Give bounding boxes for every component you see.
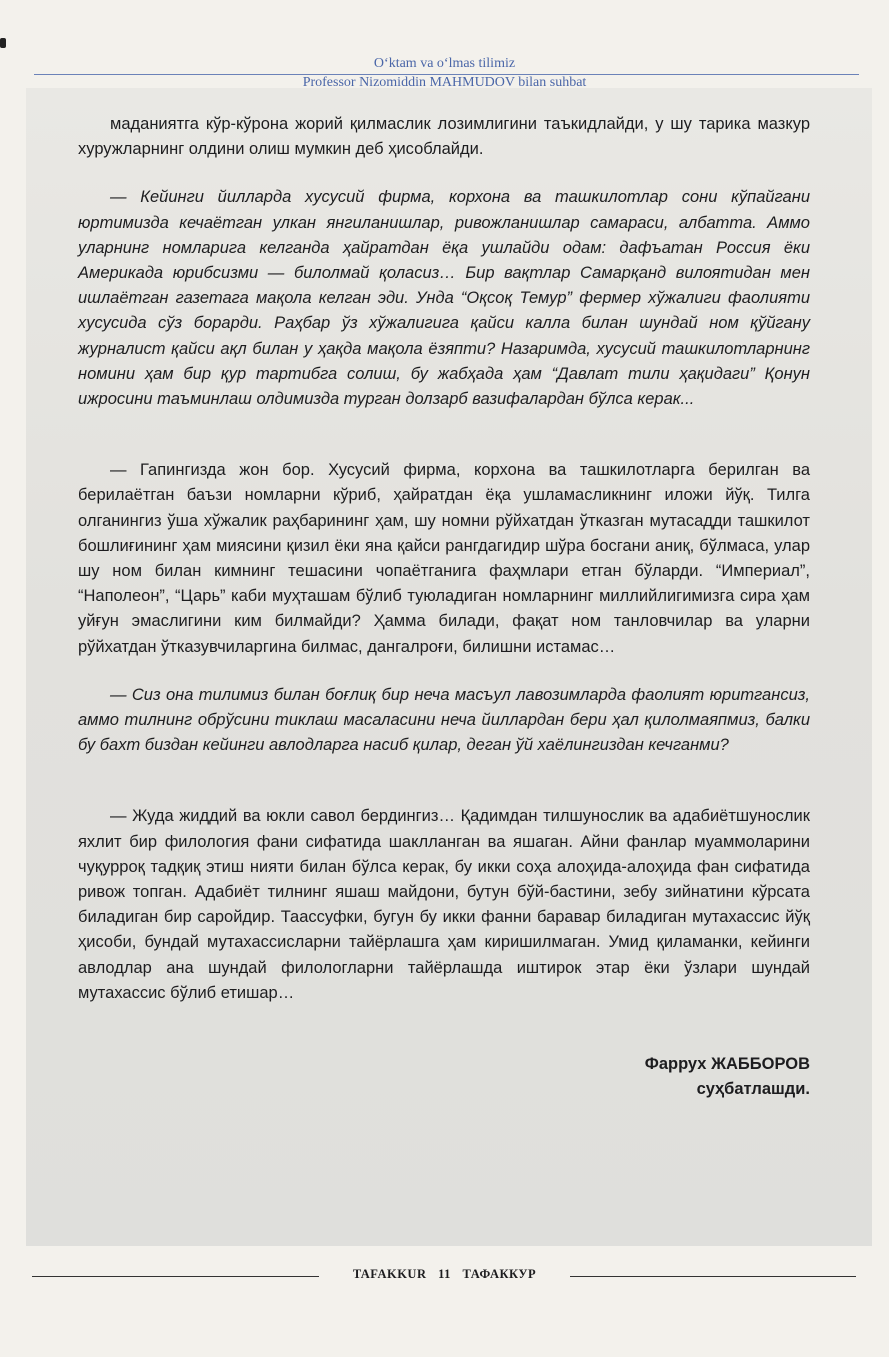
page-footer (0, 1267, 889, 1287)
question-paragraph-2: — Сиз она тилимиз билан боғлиқ бир неча масъул лавозимларда фаолият юритгансиз, аммо тилнинг обрўсини тиклаш масаласини неча йиллардан бери ҳал қилолмаяпмиз, балки бу бахт биздан кейинги авлодларга насиб қилар, деган ўй хаёлингиздан кечганми? (78, 685, 810, 755)
header-rule (34, 74, 859, 75)
signature-role: суҳбатлашди. (696, 1080, 810, 1099)
scan-mark (0, 38, 6, 48)
page-number: 11 (438, 1267, 451, 1281)
footer-magazine-cyrillic: ТАФАККУР (462, 1267, 537, 1281)
answer-paragraph-2: — Жуда жиддий ва юкли савол бердингиз… Қадимдан тилшунослик ва адабиётшунослик яхлит бир филология фани сифатида шаклланган ва яшаган. Айни фанлар муаммоларини чуқурроқ тадқиқ этиш нияти билан бўлса керак, бу икки соҳа алоҳида-алоҳида фан сифатида ривож топган. Адабиёт тилнинг яшаш майдони, бутун бўй-бастини, зебу зийнатини кўрсата биладиган бир саройдир. Таассуфки, бугун бу икки фанни баравар биладиган мутахассис йўқ ҳисоби, бундай мутахассисларни тайёрлашга ҳам киришилмаган. Умид қиламанки, кейинги авлодлар ана шундай филологларни тайёрлашда иштирок этар ёки ўзлари шундай мутахассис бўлиб етишар… (78, 807, 810, 1002)
paragraph-intro: маданиятга кўр-кўрона жорий қилмаслик лозимлигини таъкидлайди, у шу тарика мазкур хуружларнинг олдини олиш мумкин деб ҳисоблайди. (78, 115, 810, 159)
header-section-title: O‘ktam va o‘lmas tilimiz (373, 56, 516, 71)
question-paragraph-1: — Кейинги йилларда хусусий фирма, корхона ва ташкилотлар сони кўпайгани юртимизда кечаётган улкан янгиланишлар, ривожланишлар самараси, албатта. Аммо уларнинг номларига келганда ҳайратдан ёқа ушлайди одам: дафъатан Россия ёки Америкада юрибсизми — билолмай қоласиз… Бир вақтлар Самарқанд вилоятидан мен ишлаётган газетага мақола келган эди. Унда “Оқсоқ Темур” фермер хўжалиги фаолияти хусусида сўз борарди. Раҳбар ўз хўжалигига қайси калла билан шундай ном қўйгану журналист қайси ақл билан у ҳақда мақола ёзяпти? Назаримда, хусусий ташкилотларнинг номини ҳам бир қур тартибга солиш, бу жабҳада ҳам “Давлат тили ҳақидаги” Қонун ижросини таъминлаш олдимизда турган долзарб вазифалардан бўлса керак... (78, 188, 810, 409)
article-body (78, 112, 810, 1102)
footer-magazine-latin: TAFAKKUR (352, 1267, 427, 1281)
header-subtitle: Professor Nizomiddin MAHMUDOV bilan suhbat (302, 75, 587, 90)
running-header (0, 54, 889, 92)
answer-paragraph-1: — Гапингизда жон бор. Хусусий фирма, корхона ва ташкилотларга берилган ва берилаётган баъзи номларни кўриб, ҳайратдан ёқа ушламасликнинг иложи йўқ. Тилга олганингиз ўша хўжалик раҳбарининг ҳам, шу номни рўйхатдан ўтказган мутасадди ташкилот бошлиғининг ҳам миясини қизил ёки яна қайси рангдагидир шўра босгани аниқ, бўлмаса, улар шу ном билан кимнинг тешасини чопаётганига фаҳмлари етган бўларди. “Империал”, “Наполеон”, “Царь” каби муҳташам бўлиб туюладиган номларнинг миллийлигимизга сира ҳам уйғун эмаслигини ким билмайди? Ҳамма билади, фақат ном танловчилар ва уларни рўйхатдан ўтказувчиларгина билмас, дангалроғи, билишни истамас… (78, 461, 810, 656)
signature-name: Фаррух ЖАББОРОВ (644, 1055, 810, 1074)
